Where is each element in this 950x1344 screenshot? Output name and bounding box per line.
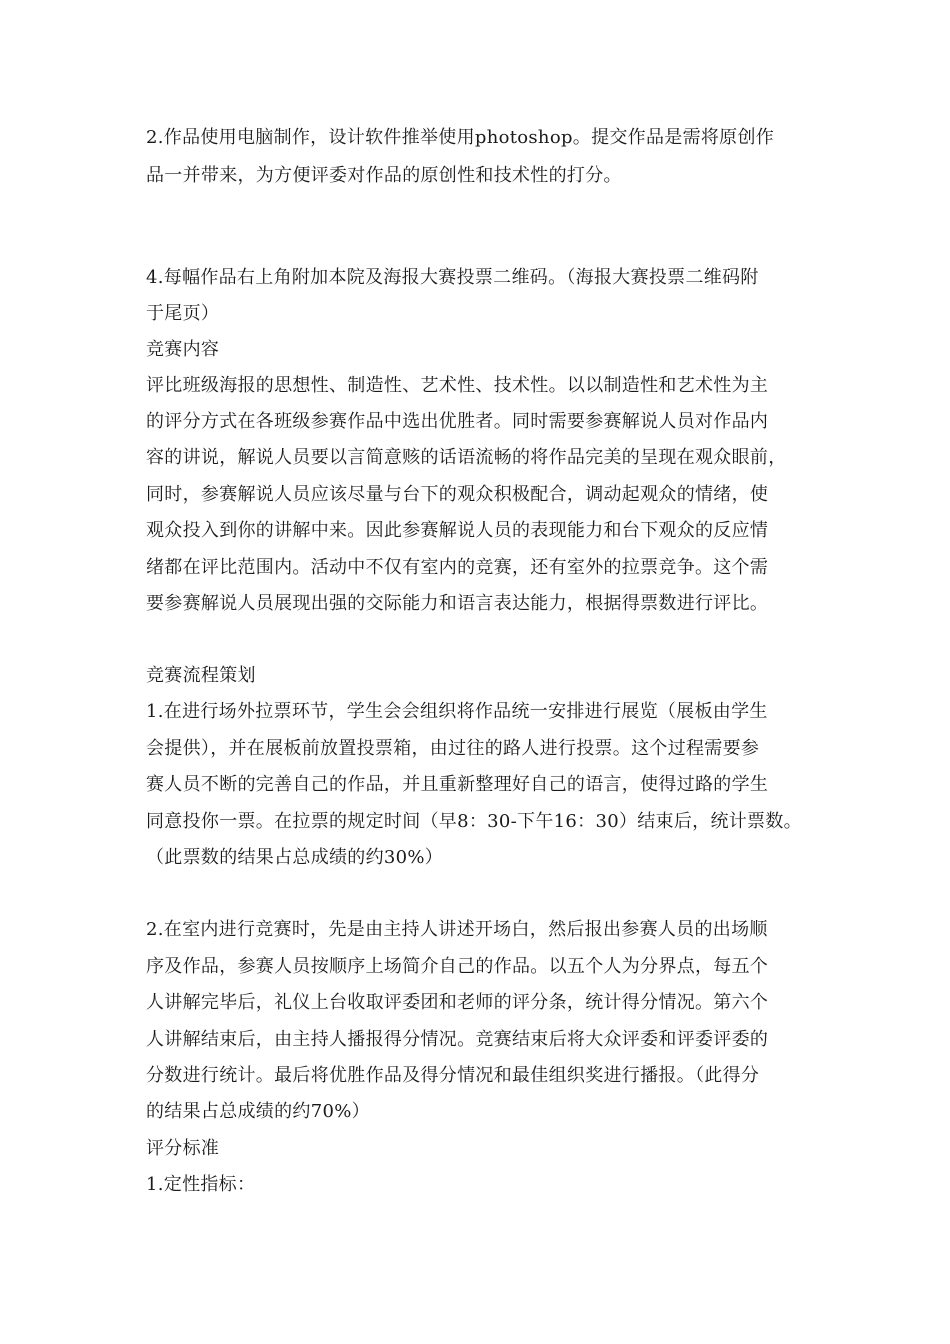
paragraph-line: 同意投你一票。在拉票的规定时间（早8：30-下午16：30）结束后，统计票数。 <box>146 811 802 832</box>
paragraph-line: 人讲解结束后，由主持人播报得分情况。竞赛结束后将大众评委和评委评委的 <box>146 1029 769 1050</box>
paragraph-line: （此票数的结果占总成绩的约30%） <box>146 847 444 868</box>
paragraph-line: 赛人员不断的完善自己的作品，并且重新整理好自己的语言，使得过路的学生 <box>146 774 769 795</box>
paragraph-line: 要参赛解说人员展现出强的交际能力和语言表达能力，根据得票数进行评比。 <box>146 593 769 614</box>
paragraph-line: 观众投入到你的讲解中来。因此参赛解说人员的表现能力和台下观众的反应情 <box>146 520 769 541</box>
paragraph-line: 2.作品使用电脑制作，设计软件推举使用photoshop。提交作品是需将原创作 <box>146 127 775 148</box>
paragraph-line: 同时，参赛解说人员应该尽量与台下的观众积极配合，调动起观众的情绪，使 <box>146 484 769 505</box>
section-heading: 竞赛流程策划 <box>146 665 256 686</box>
paragraph-line: 1.定性指标： <box>146 1174 256 1195</box>
paragraph-line: 容的讲说，解说人员要以言简意赅的话语流畅的将作品完美的呈现在观众眼前， <box>146 447 787 468</box>
paragraph-line: 评比班级海报的思想性、制造性、艺术性、技术性。以以制造性和艺术性为主 <box>146 375 769 396</box>
paragraph-line: 人讲解完毕后，礼仪上台收取评委团和老师的评分条，统计得分情况。第六个 <box>146 992 769 1013</box>
section-heading: 评分标准 <box>146 1138 220 1159</box>
paragraph-line: 2.在室内进行竞赛时，先是由主持人讲述开场白，然后报出参赛人员的出场顺 <box>146 919 768 940</box>
paragraph-line: 4.每幅作品右上角附加本院及海报大赛投票二维码。（海报大赛投票二维码附 <box>146 267 759 288</box>
paragraph-line: 会提供），并在展板前放置投票箱，由过往的路人进行投票。这个过程需要参 <box>146 738 760 759</box>
paragraph-line: 的评分方式在各班级参赛作品中选出优胜者。同时需要参赛解说人员对作品内 <box>146 411 769 432</box>
paragraph-line: 序及作品，参赛人员按顺序上场简介自己的作品。以五个人为分界点，每五个 <box>146 956 769 977</box>
paragraph-line: 1.在进行场外拉票环节，学生会会组织将作品统一安排进行展览（展板由学生 <box>146 701 768 722</box>
section-heading: 竞赛内容 <box>146 339 220 360</box>
paragraph-line: 于尾页） <box>146 303 220 324</box>
paragraph-line: 品一并带来，为方便评委对作品的原创性和技术性的打分。 <box>146 165 622 186</box>
paragraph-line: 绪都在评比范围内。活动中不仅有室内的竞赛，还有室外的拉票竞争。这个需 <box>146 557 769 578</box>
paragraph-line: 分数进行统计。最后将优胜作品及得分情况和最佳组织奖进行播报。（此得分 <box>146 1065 760 1086</box>
paragraph-line: 的结果占总成绩的约70%） <box>146 1101 370 1122</box>
